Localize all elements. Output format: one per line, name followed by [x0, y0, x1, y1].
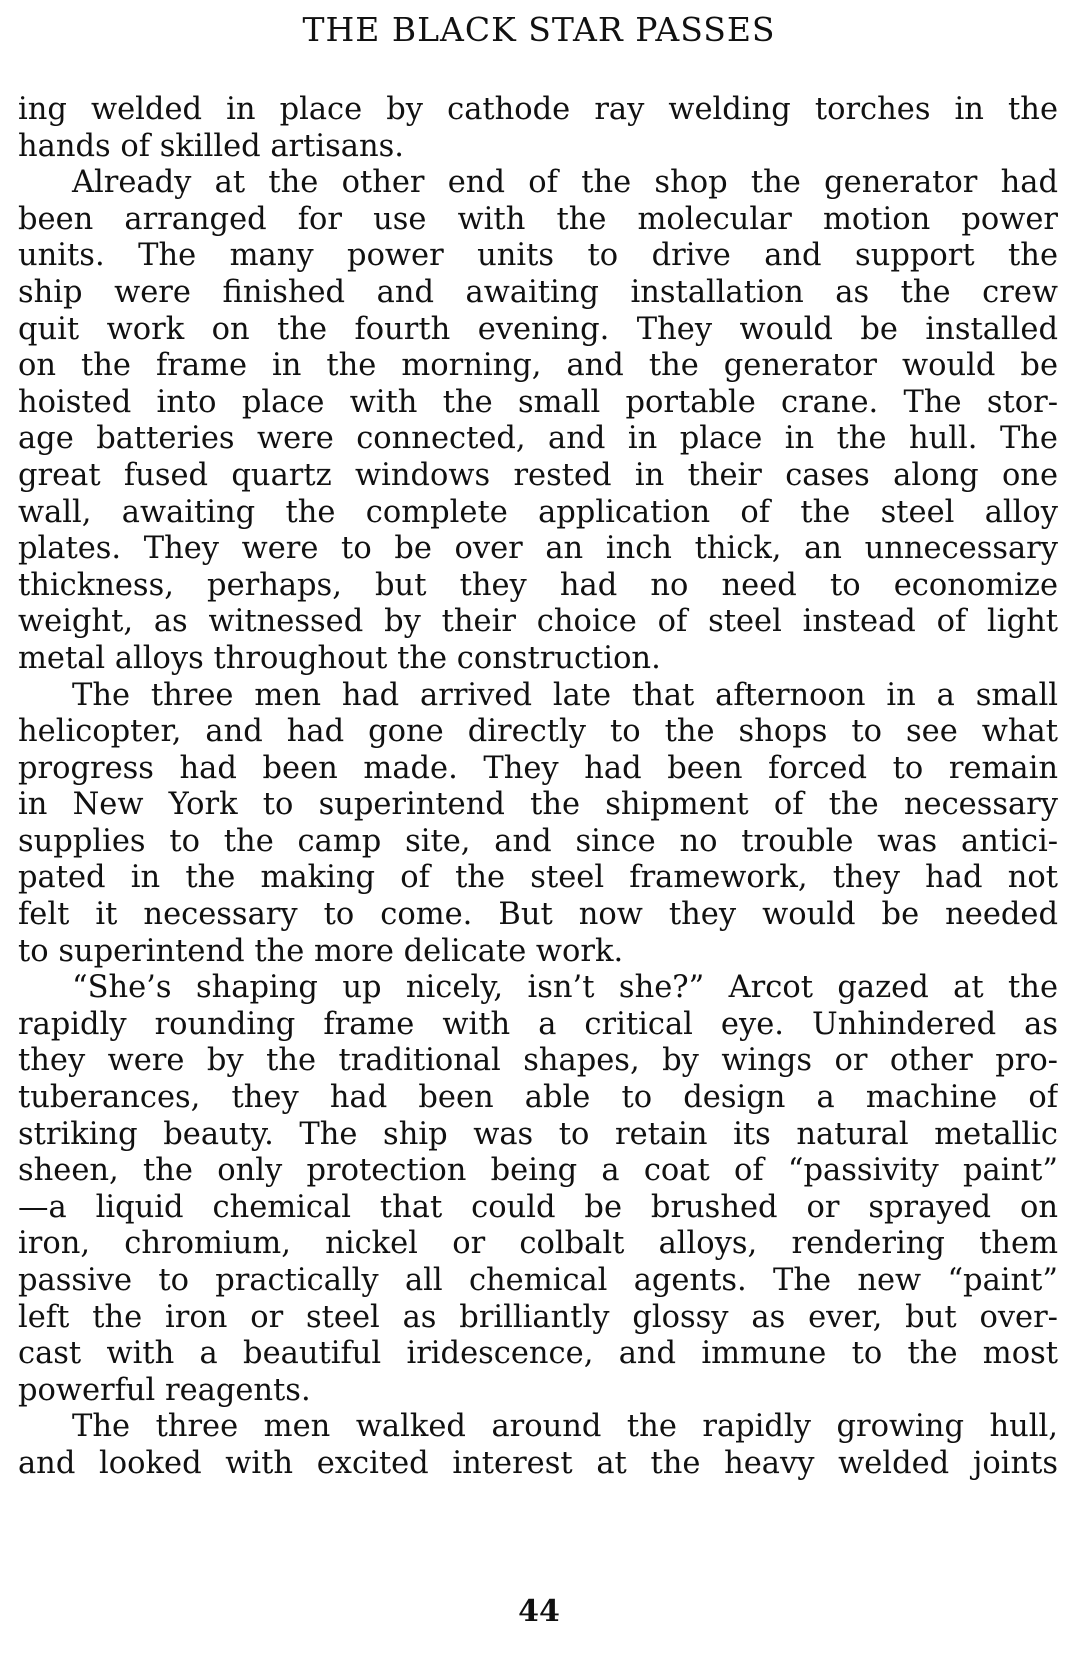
text-line: been arranged for use with the molecular motion power: [18, 201, 1058, 237]
text-line: powerful reagents.: [18, 1372, 311, 1408]
text-line: sheen, the only protection being a coat of “passivity paint”: [18, 1153, 1058, 1189]
text-line: supplies to the camp site, and since no trouble was antici-: [18, 823, 1058, 859]
text-line: hands of skilled artisans.: [18, 128, 404, 164]
text-line: metal alloys throughout the construction.: [18, 640, 661, 676]
text-line: striking beauty. The ship was to retain its natural metallic: [18, 1116, 1058, 1152]
text-line: felt it necessary to come. But now they would be needed: [18, 897, 1058, 933]
text-line: quit work on the fourth evening. They would be installed: [18, 311, 1058, 347]
running-head: THE BLACK STAR PASSES: [302, 10, 776, 49]
text-line: in New York to superintend the shipment of the necessary: [18, 787, 1058, 823]
text-line: left the iron or steel as brilliantly glossy as ever, but over-: [18, 1299, 1058, 1335]
text-line: helicopter, and had gone directly to the shops to see what: [18, 714, 1058, 750]
text-line: hoisted into place with the small portable crane. The stor-: [18, 384, 1058, 420]
text-line: ing welded in place by cathode ray welding torches in the: [18, 92, 1058, 127]
text-line: The three men had arrived late that afternoon in a small: [72, 677, 1058, 713]
text-line: iron, chromium, nickel or colbalt alloys, rendering them: [18, 1226, 1058, 1262]
text-line: rapidly rounding frame with a critical eye. Unhindered as: [18, 1006, 1058, 1042]
text-line: they were by the traditional shapes, by wings or other pro-: [18, 1043, 1058, 1079]
text-line: and looked with excited interest at the heavy welded joints: [18, 1445, 1058, 1481]
text-line: Already at the other end of the shop the generator had: [72, 165, 1058, 201]
text-line: great fused quartz windows rested in their cases along one: [18, 457, 1058, 493]
text-line: units. The many power units to drive and support the: [18, 238, 1058, 274]
text-line: “She’s shaping up nicely, isn’t she?” Arcot gazed at the: [72, 970, 1058, 1006]
text-line: age batteries were connected, and in place in the hull. The: [18, 421, 1058, 457]
text-line: plates. They were to be over an inch thick, an unnecessary: [18, 531, 1058, 567]
text-line: to superintend the more delicate work.: [18, 933, 624, 969]
text-line: on the frame in the morning, and the generator would be: [18, 348, 1058, 384]
text-line: pated in the making of the steel framework, they had not: [18, 860, 1058, 896]
body-text: [18, 92, 1058, 1483]
page-number: 44: [518, 1594, 560, 1629]
text-line: ship were finished and awaiting installation as the crew: [18, 274, 1058, 310]
text-line: tuberances, they had been able to design a machine of: [18, 1080, 1058, 1116]
text-line: cast with a beautiful iridescence, and immune to the most: [18, 1336, 1058, 1372]
text-line: passive to practically all chemical agents. The new “paint”: [18, 1263, 1058, 1298]
text-line: weight, as witnessed by their choice of steel instead of light: [18, 604, 1058, 640]
text-line: wall, awaiting the complete application of the steel alloy: [18, 494, 1058, 530]
text-line: —a liquid chemical that could be brushed or sprayed on: [18, 1189, 1058, 1225]
text-line: progress had been made. They had been forced to remain: [18, 750, 1058, 786]
text-line: thickness, perhaps, but they had no need to economize: [18, 567, 1058, 603]
text-line: The three men walked around the rapidly growing hull,: [72, 1409, 1058, 1445]
